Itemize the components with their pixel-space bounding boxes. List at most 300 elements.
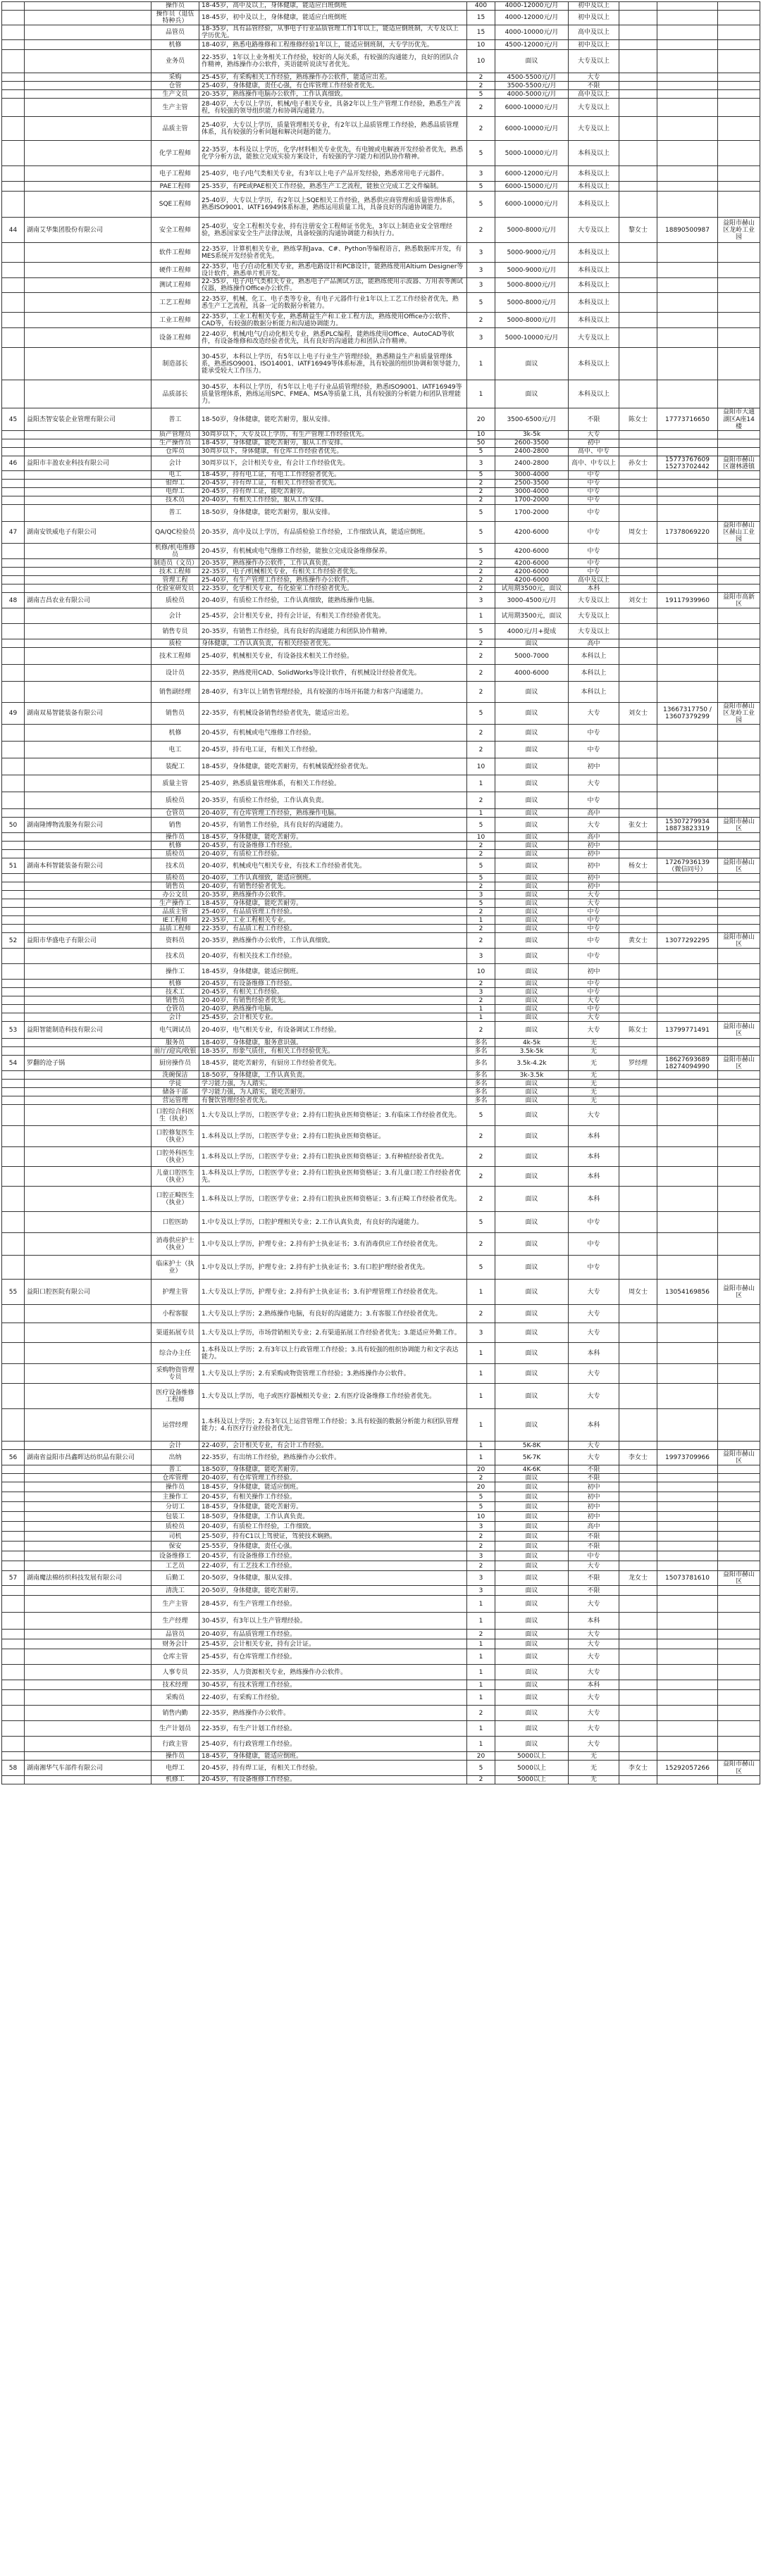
job-requirements: 身体健康，工作认真负责，有相关经验者优先。 (199, 639, 467, 648)
education: 中专 (569, 496, 619, 504)
job-title: 机修 (151, 725, 199, 742)
salary: 面议 (495, 1080, 569, 1088)
contact-person (619, 1649, 657, 1665)
table-row (2, 758, 760, 775)
recruitment-table-page (1, 1, 760, 2575)
company-name (25, 1047, 151, 1056)
company-name (25, 1752, 151, 1761)
row-number (2, 682, 25, 703)
contact-person (619, 313, 657, 328)
education: 高中 (569, 639, 619, 648)
work-address (718, 1105, 760, 1126)
row-number (2, 313, 25, 328)
company-name (25, 40, 151, 50)
table-row (2, 1305, 760, 1323)
headcount: 20 (467, 408, 495, 430)
education: 初中 (569, 874, 619, 882)
job-requirements: 18-50岁，身体健康，能吃苦耐劳，服从安排。 (199, 504, 467, 521)
contact-phone (657, 278, 718, 293)
company-name (25, 964, 151, 980)
contact-phone (657, 117, 718, 141)
salary: 面议 (495, 1167, 569, 1187)
company-name (25, 988, 151, 996)
job-title: 操作员（退伍特种兵） (151, 11, 199, 25)
work-address (718, 278, 760, 293)
row-number (2, 559, 25, 568)
education: 大专 (569, 1305, 619, 1323)
work-address: 益阳市赫山区龙岭工业园 (718, 218, 760, 243)
job-requirements: 20-40岁，有品质管理工作经验。 (199, 1630, 467, 1639)
job-title: 软件工程师 (151, 243, 199, 263)
job-requirements: 20-50岁，身体健康，服从安排。 (199, 1571, 467, 1586)
job-title: 技术员 (151, 496, 199, 504)
education: 本科及以上 (569, 263, 619, 278)
row-number (2, 1721, 25, 1737)
headcount: 1 (467, 1013, 495, 1022)
work-address (718, 1522, 760, 1532)
row-number (2, 568, 25, 576)
education: 无 (569, 1761, 619, 1775)
company-name (25, 1088, 151, 1096)
education: 本科及以上 (569, 243, 619, 263)
row-number (2, 1690, 25, 1706)
headcount: 1 (467, 1721, 495, 1737)
salary: 面议 (495, 725, 569, 742)
job-title: 质检员 (151, 850, 199, 858)
job-title: 品质工程师 (151, 925, 199, 933)
table-row (2, 348, 760, 380)
job-requirements: 20-45岁，持有焊工证，能吃苦耐劳。 (199, 487, 467, 496)
job-title: 学徒 (151, 1080, 199, 1088)
job-requirements: 22-40岁，会计相关专业，有会计工作经验。 (199, 1442, 467, 1450)
work-address (718, 850, 760, 858)
row-number (2, 430, 25, 439)
work-address (718, 1482, 760, 1492)
company-name (25, 1665, 151, 1680)
row-number (2, 882, 25, 891)
table-row (2, 99, 760, 117)
education: 中专 (569, 559, 619, 568)
job-requirements: 18-45岁，身体健康，能适应倒班。 (199, 1482, 467, 1492)
table-row (2, 916, 760, 925)
education: 本科及以上 (569, 348, 619, 380)
contact-person (619, 1343, 657, 1364)
headcount: 2 (467, 1233, 495, 1256)
contact-phone (657, 82, 718, 90)
row-number (2, 1384, 25, 1409)
contact-person (619, 833, 657, 842)
job-requirements: 30周岁以下，会计相关专业，有会计工作经验优先。 (199, 456, 467, 470)
contact-phone (657, 11, 718, 25)
job-title: 普工 (151, 1465, 199, 1474)
education: 本科及以上 (569, 278, 619, 293)
contact-phone (657, 439, 718, 447)
table-row (2, 141, 760, 166)
contact-person (619, 1502, 657, 1512)
salary: 面议 (495, 1096, 569, 1105)
contact-person: 陈女士 (619, 1022, 657, 1039)
row-number (2, 1187, 25, 1212)
row-number (2, 725, 25, 742)
headcount: 2 (467, 1532, 495, 1542)
work-address (718, 842, 760, 850)
job-title: 硬件工程师 (151, 263, 199, 278)
headcount: 20 (467, 1465, 495, 1474)
headcount: 5 (467, 858, 495, 874)
contact-phone: 17378069220 (657, 521, 718, 543)
contact-person: 刘女士 (619, 593, 657, 608)
row-number (2, 980, 25, 988)
contact-phone (657, 1047, 718, 1056)
salary: 5000-7000 (495, 648, 569, 665)
company-name (25, 117, 151, 141)
work-address (718, 1665, 760, 1680)
row-number (2, 1775, 25, 1784)
headcount: 5 (467, 1502, 495, 1512)
job-requirements: 20-40岁，工作认真细致，能适应倒班。 (199, 874, 467, 882)
headcount: 400 (467, 2, 495, 11)
company-name (25, 1384, 151, 1409)
table-row (2, 1571, 760, 1586)
contact-phone (657, 1502, 718, 1512)
contact-person: 李女士 (619, 1761, 657, 1775)
company-name (25, 916, 151, 925)
job-requirements: 20-45岁，有机械或电气维修工作经验。 (199, 725, 467, 742)
work-address (718, 1613, 760, 1630)
table-row (2, 192, 760, 218)
contact-person (619, 182, 657, 192)
row-number (2, 1706, 25, 1721)
work-address (718, 1639, 760, 1649)
job-title: 技术工程师 (151, 568, 199, 576)
salary: 面议 (495, 833, 569, 842)
job-title: 运营经理 (151, 1409, 199, 1442)
headcount: 2 (467, 725, 495, 742)
row-number (2, 1364, 25, 1384)
job-title: 品管员 (151, 1630, 199, 1639)
table-row (2, 1680, 760, 1690)
contact-phone (657, 775, 718, 792)
salary: 5000-9000元/月 (495, 243, 569, 263)
job-title: 仓库员 (151, 447, 199, 456)
salary: 5000-10000元/月 (495, 328, 569, 348)
job-title: 业务员 (151, 50, 199, 73)
job-title: 会计 (151, 456, 199, 470)
contact-person (619, 1071, 657, 1080)
education: 高中及以上 (569, 25, 619, 40)
table-row (2, 874, 760, 882)
headcount: 1 (467, 1280, 495, 1305)
education: 无 (569, 1096, 619, 1105)
salary: 面议 (495, 1737, 569, 1752)
contact-person: 罗经理 (619, 1056, 657, 1071)
contact-person (619, 1305, 657, 1323)
education: 大专及以上 (569, 624, 619, 639)
headcount: 2 (467, 639, 495, 648)
salary: 面议 (495, 1492, 569, 1502)
headcount: 3 (467, 263, 495, 278)
headcount: 5 (467, 182, 495, 192)
job-title: 操作员 (151, 833, 199, 842)
company-name: 益阳杰智安装企业管理有限公司 (25, 408, 151, 430)
contact-person (619, 1105, 657, 1126)
contact-phone (657, 1665, 718, 1680)
work-address (718, 182, 760, 192)
job-requirements: 22-40岁，机械/电气/自动化相关专业，熟悉PLC编程，能熟练使用Office、AutoCAD等软件，有设备维修和改造经验者优先，具有良好的沟通能力和团队合作精神。 (199, 328, 467, 348)
company-name (25, 192, 151, 218)
salary: 4500-5500元/月 (495, 73, 569, 82)
salary: 面议 (495, 908, 569, 916)
contact-person (619, 916, 657, 925)
row-number (2, 1613, 25, 1630)
headcount: 2 (467, 584, 495, 593)
salary: 试用期3500元，面议 (495, 608, 569, 624)
company-name (25, 1596, 151, 1613)
headcount: 2 (467, 218, 495, 243)
contact-person (619, 1551, 657, 1561)
job-requirements: 18-50岁，身体健康，工作认真负责。 (199, 1071, 467, 1080)
education: 大专 (569, 1596, 619, 1613)
headcount: 2 (467, 792, 495, 809)
row-number (2, 1465, 25, 1474)
job-title: 品质主管 (151, 117, 199, 141)
job-title: 口腔综合科医生（执业） (151, 1105, 199, 1126)
job-requirements: 25-40岁，有行政管理工作经验。 (199, 1737, 467, 1752)
table-row (2, 1775, 760, 1784)
headcount: 2 (467, 1167, 495, 1187)
salary: 面议 (495, 1256, 569, 1280)
company-name (25, 2, 151, 11)
contact-phone (657, 293, 718, 313)
work-address (718, 1039, 760, 1047)
row-number: 46 (2, 456, 25, 470)
row-number (2, 479, 25, 487)
contact-phone (657, 1147, 718, 1167)
job-title: 设计员 (151, 665, 199, 682)
job-title: PAE工程师 (151, 182, 199, 192)
salary: 面议 (495, 1649, 569, 1665)
work-address (718, 328, 760, 348)
contact-person (619, 1512, 657, 1522)
salary: 面议 (495, 874, 569, 882)
job-title: 技术员 (151, 858, 199, 874)
table-row (2, 1465, 760, 1474)
salary: 面议 (495, 925, 569, 933)
row-number (2, 1256, 25, 1280)
work-address (718, 1233, 760, 1256)
table-row (2, 218, 760, 243)
table-row (2, 11, 760, 25)
headcount: 2 (467, 850, 495, 858)
job-title: 电焊工 (151, 1761, 199, 1775)
table-row (2, 1343, 760, 1364)
contact-person (619, 293, 657, 313)
salary: 面议 (495, 1630, 569, 1639)
company-name (25, 1561, 151, 1571)
job-title: 分切工 (151, 1502, 199, 1512)
contact-phone (657, 504, 718, 521)
company-name (25, 1409, 151, 1442)
job-requirements: 25-45岁，会计相关专业，持有会计证。 (199, 1639, 467, 1649)
job-title: 技术工 (151, 988, 199, 996)
company-name (25, 1542, 151, 1551)
contact-person (619, 1706, 657, 1721)
education: 大专 (569, 1384, 619, 1409)
table-row (2, 430, 760, 439)
contact-person (619, 380, 657, 408)
job-title: 采购 (151, 73, 199, 82)
work-address (718, 1071, 760, 1080)
education: 中专 (569, 742, 619, 758)
job-title: 质检员 (151, 792, 199, 809)
education: 大专及以上 (569, 50, 619, 73)
job-requirements: 有餐饮管理经验者优先。 (199, 1096, 467, 1105)
job-title: 质检员 (151, 874, 199, 882)
company-name (25, 1551, 151, 1561)
company-name: 湖南艾华集团股份有限公司 (25, 218, 151, 243)
company-name: 益阳市丰盈农业科技有限公司 (25, 456, 151, 470)
contact-person (619, 1474, 657, 1482)
headcount: 2 (467, 496, 495, 504)
contact-phone (657, 50, 718, 73)
work-address: 益阳市高新区 (718, 593, 760, 608)
work-address (718, 665, 760, 682)
row-number (2, 1047, 25, 1056)
work-address (718, 1080, 760, 1088)
salary: 面议 (495, 703, 569, 725)
contact-phone (657, 792, 718, 809)
work-address (718, 792, 760, 809)
company-name (25, 1039, 151, 1047)
company-name (25, 504, 151, 521)
job-requirements: 学习能力强，为人踏实。 (199, 1080, 467, 1088)
row-number (2, 964, 25, 980)
contact-person (619, 1522, 657, 1532)
job-requirements: 25-55岁，身体健康，责任心强。 (199, 1542, 467, 1551)
contact-person (619, 11, 657, 25)
row-number (2, 141, 25, 166)
salary: 4000-10000元/月 (495, 25, 569, 40)
contact-person (619, 925, 657, 933)
salary: 面议 (495, 980, 569, 988)
contact-phone: 13799771491 (657, 1022, 718, 1039)
company-name (25, 1586, 151, 1596)
salary: 面议 (495, 809, 569, 818)
table-row (2, 439, 760, 447)
job-title: 采购员 (151, 1690, 199, 1706)
headcount: 3 (467, 1551, 495, 1561)
job-title: 会计 (151, 1013, 199, 1022)
company-name (25, 608, 151, 624)
table-row (2, 1056, 760, 1071)
headcount: 2 (467, 1706, 495, 1721)
headcount: 3 (467, 166, 495, 182)
headcount: 5 (467, 521, 495, 543)
contact-person (619, 559, 657, 568)
headcount: 2 (467, 99, 495, 117)
contact-person (619, 25, 657, 40)
contact-person (619, 504, 657, 521)
job-title: 仓管 (151, 82, 199, 90)
table-row (2, 1364, 760, 1384)
education: 大专 (569, 1280, 619, 1305)
job-requirements: 22-35岁，电子/机械相关专业，有相关工作经验者优先。 (199, 568, 467, 576)
table-row (2, 1512, 760, 1522)
row-number (2, 1542, 25, 1551)
row-number (2, 293, 25, 313)
table-row (2, 1532, 760, 1542)
contact-person (619, 263, 657, 278)
contact-phone (657, 742, 718, 758)
company-name (25, 1680, 151, 1690)
job-title: 电子工程师 (151, 166, 199, 182)
job-requirements: 30周岁以下，大专及以上学历，有生产管理工作经验优先。 (199, 430, 467, 439)
work-address (718, 141, 760, 166)
job-requirements: 22-35岁，工业工程相关专业。 (199, 916, 467, 925)
table-row (2, 504, 760, 521)
work-address (718, 11, 760, 25)
contact-phone (657, 141, 718, 166)
headcount: 2 (467, 1474, 495, 1482)
education: 大专 (569, 775, 619, 792)
headcount: 3 (467, 593, 495, 608)
headcount: 2 (467, 742, 495, 758)
headcount: 3 (467, 949, 495, 964)
contact-phone (657, 576, 718, 584)
company-name (25, 833, 151, 842)
headcount: 20 (467, 1482, 495, 1492)
salary: 4200-6000 (495, 568, 569, 576)
job-title: 销售内勤 (151, 1706, 199, 1721)
contact-person: 周女士 (619, 1280, 657, 1305)
work-address (718, 949, 760, 964)
job-requirements: 18-45岁，持有电工证，有电工工作经验者优先。 (199, 470, 467, 479)
row-number (2, 639, 25, 648)
job-requirements: 22-35岁，本科及以上学历，化学/材料相关专业优先，有电镀或电解液开发经验者优先，熟悉化学分析方法，能独立完成实验方案设计，有较强的学习能力和团队协作精神。 (199, 141, 467, 166)
contact-person (619, 50, 657, 73)
headcount: 1 (467, 1596, 495, 1613)
contact-phone (657, 758, 718, 775)
job-title: 资料员 (151, 933, 199, 949)
education: 本科 (569, 1147, 619, 1167)
row-number: 48 (2, 593, 25, 608)
contact-person (619, 988, 657, 996)
table-row (2, 1233, 760, 1256)
headcount: 3 (467, 456, 495, 470)
job-title: 生产主管 (151, 1596, 199, 1613)
contact-phone (657, 899, 718, 908)
salary: 5000以上 (495, 1775, 569, 1784)
contact-phone (657, 725, 718, 742)
contact-phone (657, 682, 718, 703)
job-requirements: 20-40岁，熟练操作电脑。 (199, 1005, 467, 1013)
row-number (2, 192, 25, 218)
contact-phone (657, 665, 718, 682)
work-address (718, 1442, 760, 1450)
company-name (25, 11, 151, 25)
headcount: 2 (467, 568, 495, 576)
salary: 面议 (495, 380, 569, 408)
headcount: 2 (467, 682, 495, 703)
contact-phone (657, 891, 718, 899)
education: 初中及以上 (569, 40, 619, 50)
salary: 面议 (495, 1512, 569, 1522)
contact-person (619, 1465, 657, 1474)
company-name (25, 1532, 151, 1542)
work-address (718, 243, 760, 263)
contact-phone (657, 1551, 718, 1561)
job-requirements: 20-40岁，电气相关专业，有设备调试工作经验。 (199, 1022, 467, 1039)
